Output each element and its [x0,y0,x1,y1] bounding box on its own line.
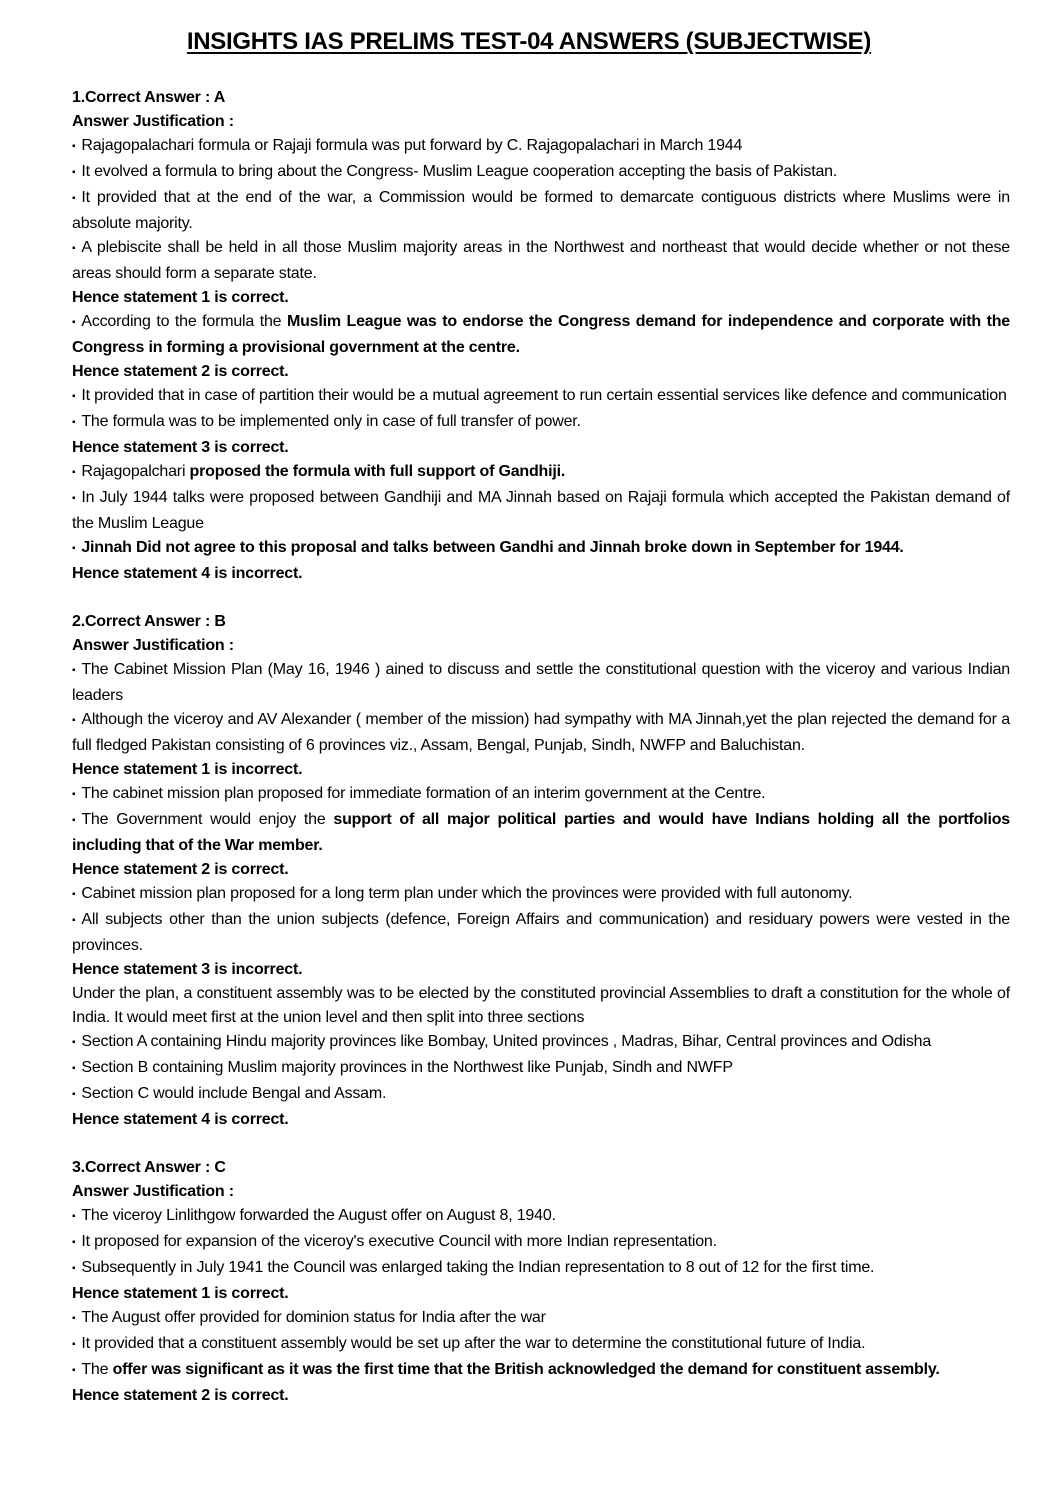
text-segment: Hence statement 2 is correct. [72,861,289,878]
text-segment: Hence statement 1 is incorrect. [72,761,303,778]
bullet-point [72,658,1010,708]
text-segment: Section A containing Hindu majority provinces like Bombay, United provinces , Madras, Bihar, Central provinces and Odisha [81,1033,932,1050]
text-segment: Hence statement 3 is incorrect. [72,961,303,978]
bullet-point [72,236,1010,286]
text-segment: The August offer provided for dominion status for India after the war [81,1309,546,1326]
bullet-point [72,808,1010,858]
text-segment: offer was significant as it was the first time that the British acknowledged the demand for constituent assembly. [112,1361,940,1378]
text-segment: Hence statement 1 is correct. [72,1285,289,1302]
document-content [72,86,1010,1408]
text-segment: Although the viceroy and AV Alexander ( member of the mission) had sympathy with MA Jinnah,yet the plan rejected the demand for a full fledged Pakistan consisting of 6 provinces viz., Assam, Bengal, Punjab, Sindh, NWFP and Baluchistan. [72,711,1010,754]
answer-justification-label: Answer Justification : [72,113,234,130]
bullet-point [72,1082,1010,1108]
bullet-icon: ▪ [72,1237,76,1248]
bullet-point [72,186,1010,236]
text-segment: Under the plan, a constituent assembly was to be elected by the constituted provincial Assemblies to draft a constitution for the whole of India. It would meet first at the union level and then split into three sections [72,985,1010,1026]
bullet-point [72,1030,1010,1056]
bullet-point [72,486,1010,536]
bullet-icon: ▪ [72,317,76,328]
text-segment: All subjects other than the union subjects (defence, Foreign Affairs and communication) and residuary powers were vested in the provinces. [72,911,1010,954]
page-title [0,0,1058,57]
bullet-icon: ▪ [72,815,76,826]
bullet-point [72,460,1010,486]
text-segment: It proposed for expansion of the viceroy's executive Council with more Indian representation. [81,1233,717,1250]
bullet-point [72,882,1010,908]
bullet-icon: ▪ [72,665,76,676]
bullet-point [72,1332,1010,1358]
bullet-icon: ▪ [72,543,76,554]
section-heading: 3.Correct Answer : C [72,1159,226,1176]
text-segment: Cabinet mission plan proposed for a long term plan under which the provinces were provided with full autonomy. [81,885,853,902]
statement-line [72,1384,1010,1408]
statement-line [72,858,1010,882]
bullet-point [72,536,1010,562]
bullet-point [72,908,1010,958]
bullet-icon: ▪ [72,193,76,204]
bullet-icon: ▪ [72,1063,76,1074]
bullet-icon: ▪ [72,715,76,726]
bullet-point [72,1306,1010,1332]
text-segment: It evolved a formula to bring about the Congress- Muslim League cooperation accepting the basis of Pakistan. [81,163,838,180]
text-segment: Hence statement 3 is correct. [72,439,289,456]
bullet-point [72,1204,1010,1230]
text-segment: Hence statement 4 is incorrect. [72,565,303,582]
answer-justification-label: Answer Justification : [72,637,234,654]
text-segment: In July 1944 talks were proposed between Gandhiji and MA Jinnah based on Rajaji formula which accepted the Pakistan demand of the Muslim League [72,489,1010,532]
text-segment: It provided that a constituent assembly would be set up after the war to determine the constitutional future of India. [81,1335,866,1352]
text-segment: Hence statement 2 is correct. [72,1387,289,1404]
bullet-icon: ▪ [72,1089,76,1100]
bullet-icon: ▪ [72,1365,76,1376]
bullet-icon: ▪ [72,1313,76,1324]
text-segment: The cabinet mission plan proposed for immediate formation of an interim government at the Centre. [81,785,766,802]
text-segment: It provided that at the end of the war, a Commission would be formed to demarcate contiguous districts where Muslims were in absolute majority. [72,189,1010,232]
bullet-point [72,134,1010,160]
bullet-point [72,708,1010,758]
text-segment: It provided that in case of partition their would be a mutual agreement to run certain essential services like defence and communication [81,387,1007,404]
bullet-icon: ▪ [72,889,76,900]
bullet-icon: ▪ [72,243,76,254]
text-segment: Muslim League was to endorse the Congress demand for independence and corporate with the Congress in forming a provisional government at the centre. [72,313,1010,356]
statement-line [72,436,1010,460]
text-segment: The Government would enjoy the [81,811,334,828]
bullet-icon: ▪ [72,141,76,152]
text-segment: Jinnah Did not agree to this proposal and talks between Gandhi and Jinnah broke down in September for 1944. [81,539,904,556]
text-segment: proposed the formula with full support of Gandhiji. [189,463,566,480]
text-segment: Hence statement 1 is correct. [72,289,289,306]
bullet-point [72,1056,1010,1082]
statement-line [72,360,1010,384]
bullet-icon: ▪ [72,391,76,402]
statement-line [72,958,1010,982]
bullet-icon: ▪ [72,1339,76,1350]
text-segment: Subsequently in July 1941 the Council was enlarged taking the Indian representation to 8 out of 12 for the first time. [81,1259,875,1276]
answer-section [72,1156,1010,1408]
bullet-point [72,310,1010,360]
statement-line [72,286,1010,310]
text-segment: The [81,1361,113,1378]
bullet-icon: ▪ [72,1263,76,1274]
bullet-icon: ▪ [72,789,76,800]
bullet-point [72,1358,1010,1384]
section-heading: 2.Correct Answer : B [72,613,226,630]
text-segment: support of all major political parties and would have Indians holding all the portfolios including that of the War member. [72,811,1010,854]
answer-section [72,610,1010,1132]
answer-section [72,86,1010,586]
text-segment: Section B containing Muslim majority provinces in the Northwest like Punjab, Sindh and NWFP [81,1059,733,1076]
bullet-icon: ▪ [72,417,76,428]
bullet-point [72,782,1010,808]
text-segment: A plebiscite shall be held in all those Muslim majority areas in the Northwest and northeast that would decide whether or not these areas should form a separate state. [72,239,1010,282]
text-segment: Rajagopalchari [81,463,190,480]
bullet-icon: ▪ [72,1037,76,1048]
text-segment: Rajagopalachari formula or Rajaji formula was put forward by C. Rajagopalachari in March 1944 [81,137,743,154]
text-segment: The viceroy Linlithgow forwarded the August offer on August 8, 1940. [81,1207,556,1224]
statement-line [72,758,1010,782]
bullet-icon: ▪ [72,493,76,504]
text-segment: According to the formula the [81,313,287,330]
text-segment: The formula was to be implemented only in case of full transfer of power. [81,413,581,430]
statement-line [72,982,1010,1030]
statement-line [72,562,1010,586]
bullet-point [72,410,1010,436]
bullet-icon: ▪ [72,467,76,478]
bullet-point [72,160,1010,186]
bullet-point [72,384,1010,410]
bullet-icon: ▪ [72,915,76,926]
bullet-icon: ▪ [72,1211,76,1222]
text-segment: Section C would include Bengal and Assam. [81,1085,387,1102]
text-segment: Hence statement 2 is correct. [72,363,289,380]
page-title-text: INSIGHTS IAS PRELIMS TEST-04 ANSWERS (SUBJECTWISE) [186,28,872,55]
bullet-point [72,1230,1010,1256]
statement-line [72,1108,1010,1132]
text-segment: The Cabinet Mission Plan (May 16, 1946 ) ained to discuss and settle the constitutional question with the viceroy and various Indian leaders [72,661,1010,704]
statement-line [72,1282,1010,1306]
bullet-icon: ▪ [72,167,76,178]
text-segment: Hence statement 4 is correct. [72,1111,289,1128]
bullet-point [72,1256,1010,1282]
section-heading: 1.Correct Answer : A [72,89,226,106]
answer-justification-label: Answer Justification : [72,1183,234,1200]
